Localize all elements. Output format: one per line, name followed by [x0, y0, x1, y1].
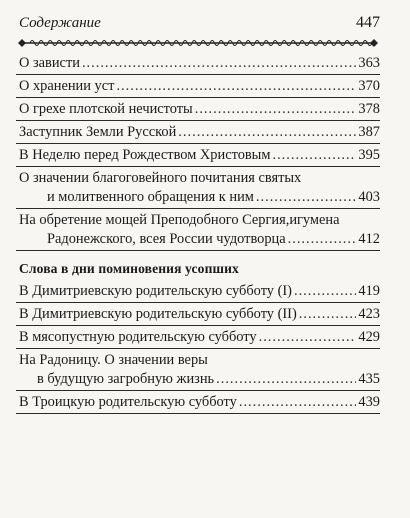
section-heading: Слова в дни поминовения усопших — [19, 261, 239, 276]
toc-entry[interactable]: В Троицкую родительскую субботу ..... 439 — [16, 393, 380, 414]
page-header — [16, 14, 380, 34]
toc-page-number: 363 — [358, 55, 380, 71]
toc-entry[interactable]: О зависти ..... 363 — [16, 54, 380, 75]
toc-entry[interactable]: На обретение мощей Преподобного Сергия,игумена Радонежского, всея России чудотворца ..... 412 — [16, 211, 380, 251]
toc-page-number: 403 — [358, 189, 380, 205]
toc-entry[interactable]: На Радоницу. О значении веры в будущую загробную жизнь ..... 435 — [16, 351, 380, 391]
toc-page-number: 435 — [358, 371, 380, 387]
toc-page-number: 412 — [358, 231, 380, 247]
toc-page-number: 378 — [358, 101, 380, 117]
toc-page-number: 423 — [358, 306, 380, 322]
toc-entry[interactable]: О хранении уст ..... 370 — [16, 77, 380, 98]
toc-entry[interactable]: В Димитриевскую родительскую субботу (II) ..... 423 — [16, 305, 380, 326]
toc-page-number: 429 — [358, 329, 380, 345]
toc-group-sermons — [16, 54, 380, 251]
toc-page-number: 387 — [358, 124, 380, 140]
toc-page-number: 370 — [358, 78, 380, 94]
toc-page-number: 419 — [358, 283, 380, 299]
toc-entry[interactable]: В мясопустную родительскую субботу ..... 429 — [16, 328, 380, 349]
toc-entry[interactable]: В Димитриевскую родительскую субботу (I) ..... 419 — [16, 282, 380, 303]
toc-page-number: 395 — [358, 147, 380, 163]
toc-entry[interactable]: В Неделю перед Рождеством Христовым ..... 395 — [16, 146, 380, 167]
toc-group-memorial — [16, 282, 380, 414]
toc-entry[interactable]: О значении благоговейного почитания святых и молитвенного обращения к ним ..... 403 — [16, 169, 380, 209]
toc-entry[interactable]: Заступник Земли Русской ..... 387 — [16, 123, 380, 144]
running-title: Содержание — [19, 15, 101, 31]
toc-page-number: 439 — [358, 394, 380, 410]
page-number: 447 — [356, 14, 380, 31]
toc-page — [16, 14, 380, 410]
toc-entry[interactable]: О грехе плотской нечистоты ..... 378 — [16, 100, 380, 121]
ornament-divider-icon — [16, 36, 380, 50]
